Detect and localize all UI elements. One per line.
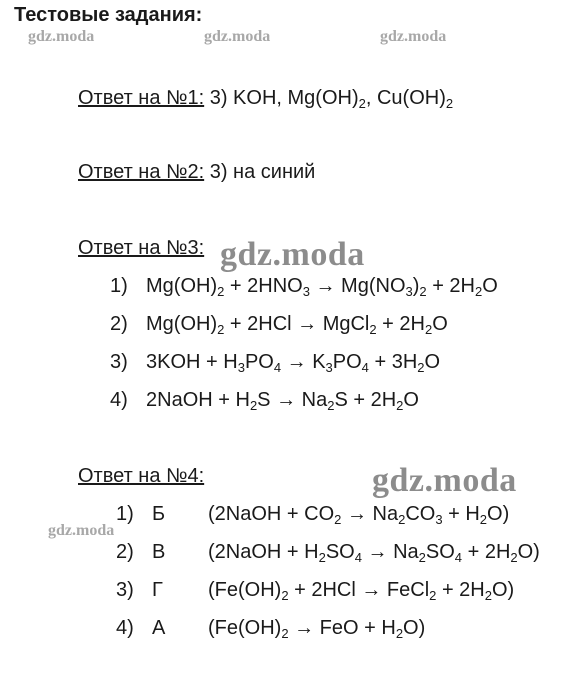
equation-line: 3) $3KOH + H_3PO_4 \to K_3PO_4 + 3H_2O$ xyxy=(110,351,441,375)
answer-letter: Б xyxy=(152,503,166,525)
answer-3 xyxy=(78,236,204,260)
answer-letter: Г xyxy=(152,579,163,601)
equation: $3KOH + H_3PO_4 \to K_3PO_4 + 3H_2O$ xyxy=(146,351,441,375)
equation-line: 4) 2NaOH + $H_2S \to Na_2S + 2H_2O$ xyxy=(110,389,419,413)
page-title: Тестовые задания: xyxy=(14,4,203,26)
watermark: gdz.moda xyxy=(220,236,365,273)
watermark: gdz.moda xyxy=(28,28,95,45)
equation: ($Fe(OH)_2$ → FeO + $H_2O$) xyxy=(208,617,426,641)
watermark: gdz.moda xyxy=(204,28,271,45)
answer-2-label: Ответ на №2: xyxy=(78,161,205,183)
equation-line: 4) А ($Fe(OH)_2$ → FeO + $H_2O$) xyxy=(116,617,426,641)
answer-1: Ответ на №1: 3) KOH, $Mg(OH)_2$, $Cu(OH)_2$ xyxy=(78,87,454,111)
answer-2 xyxy=(78,160,315,184)
equation: (2NaOH + $CO_2 \to Na_2CO_3 + H_2O$) xyxy=(208,503,510,527)
equation: 2NaOH + $H_2S \to Na_2S + 2H_2O$ xyxy=(146,389,419,413)
equation-line: 1) Б (2NaOH + $CO_2 \to Na_2CO_3 + H_2O$) xyxy=(116,503,510,527)
equation: (2NaOH + $H_2SO_4 \to Na_2SO_4 + 2H_2O$) xyxy=(208,541,540,565)
equation-line: 2) $Mg(OH)_2 + 2HCl$ → MgCl$_2$ + $2H_2O$ xyxy=(110,313,448,337)
watermark: gdz.moda xyxy=(380,28,447,45)
equation-line: 3) Г ($Fe(OH)_2 + 2HCl$ → FeCl$_2$ + $2H_2O$) xyxy=(116,579,515,603)
answer-3-label: Ответ на №3: xyxy=(78,237,205,259)
answer-4-label: Ответ на №4: xyxy=(78,465,205,487)
equation: $Mg(OH)_2 + 2HCl$ → MgCl$_2$ + $2H_2O$ xyxy=(146,313,448,337)
equation: $Mg(OH)_2 + 2HNO_3 \to Mg(NO_3)_2 + 2H_2O$ xyxy=(146,275,498,299)
answer-2-text: 3) на синий xyxy=(209,161,316,183)
equation-line: 1) $Mg(OH)_2 + 2HNO_3 \to Mg(NO_3)_2 + 2H_2O$ xyxy=(110,275,498,299)
watermark: gdz.moda xyxy=(372,462,517,499)
watermark: gdz.moda xyxy=(48,522,115,539)
equation: ($Fe(OH)_2 + 2HCl$ → FeCl$_2$ + $2H_2O$) xyxy=(208,579,515,603)
equation-line: 2) В (2NaOH + $H_2SO_4 \to Na_2SO_4 + 2H_2O$) xyxy=(116,541,540,565)
answer-4 xyxy=(78,464,204,488)
answer-1-label: Ответ на №1: xyxy=(78,87,205,109)
answer-letter: В xyxy=(152,541,166,563)
answer-letter: А xyxy=(152,617,166,639)
